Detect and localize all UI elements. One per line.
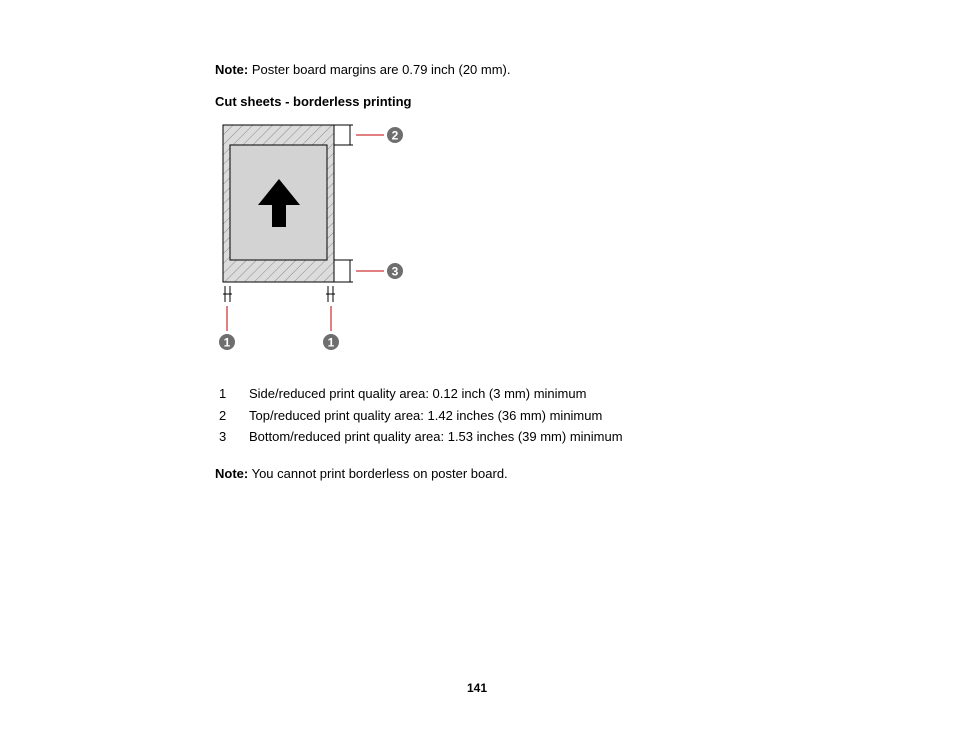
svg-text:2: 2 (391, 128, 399, 143)
legend-item (215, 408, 623, 430)
legend-item (215, 386, 623, 408)
callout-top (387, 127, 403, 143)
legend-text: Bottom/reduced print quality area: 1.53 inches (39 mm) minimum (249, 429, 623, 444)
callout-bottom (387, 263, 403, 279)
svg-text:1: 1 (223, 335, 231, 350)
note-text: Poster board margins are 0.79 inch (20 mm). (248, 62, 511, 77)
svg-text:3: 3 (391, 264, 399, 279)
svg-text:1: 1 (327, 335, 335, 350)
note-text: You cannot print borderless on poster board. (248, 466, 508, 481)
note-no-borderless (215, 466, 508, 481)
callout-side-left (219, 334, 235, 350)
legend-text: Top/reduced print quality area: 1.42 inches (36 mm) minimum (249, 407, 603, 423)
legend-number: 2 (219, 407, 227, 423)
note-label: Note: (215, 466, 249, 481)
note-poster-margins (215, 62, 511, 77)
top-margin-bracket (334, 125, 384, 145)
legend-number: 1 (219, 386, 227, 401)
borderless-diagram (210, 118, 420, 358)
right-side-bracket (326, 286, 335, 331)
left-side-bracket (223, 286, 232, 331)
legend-item (215, 429, 623, 451)
bottom-margin-bracket (334, 260, 384, 282)
legend-number: 3 (219, 429, 227, 444)
page-number: 141 (466, 681, 488, 695)
legend-list (215, 386, 623, 451)
note-label: Note: (215, 62, 249, 77)
legend-text: Side/reduced print quality area: 0.12 inch (3 mm) minimum (249, 386, 587, 401)
section-heading: Cut sheets - borderless printing (215, 94, 412, 109)
callout-side-right (323, 334, 339, 350)
